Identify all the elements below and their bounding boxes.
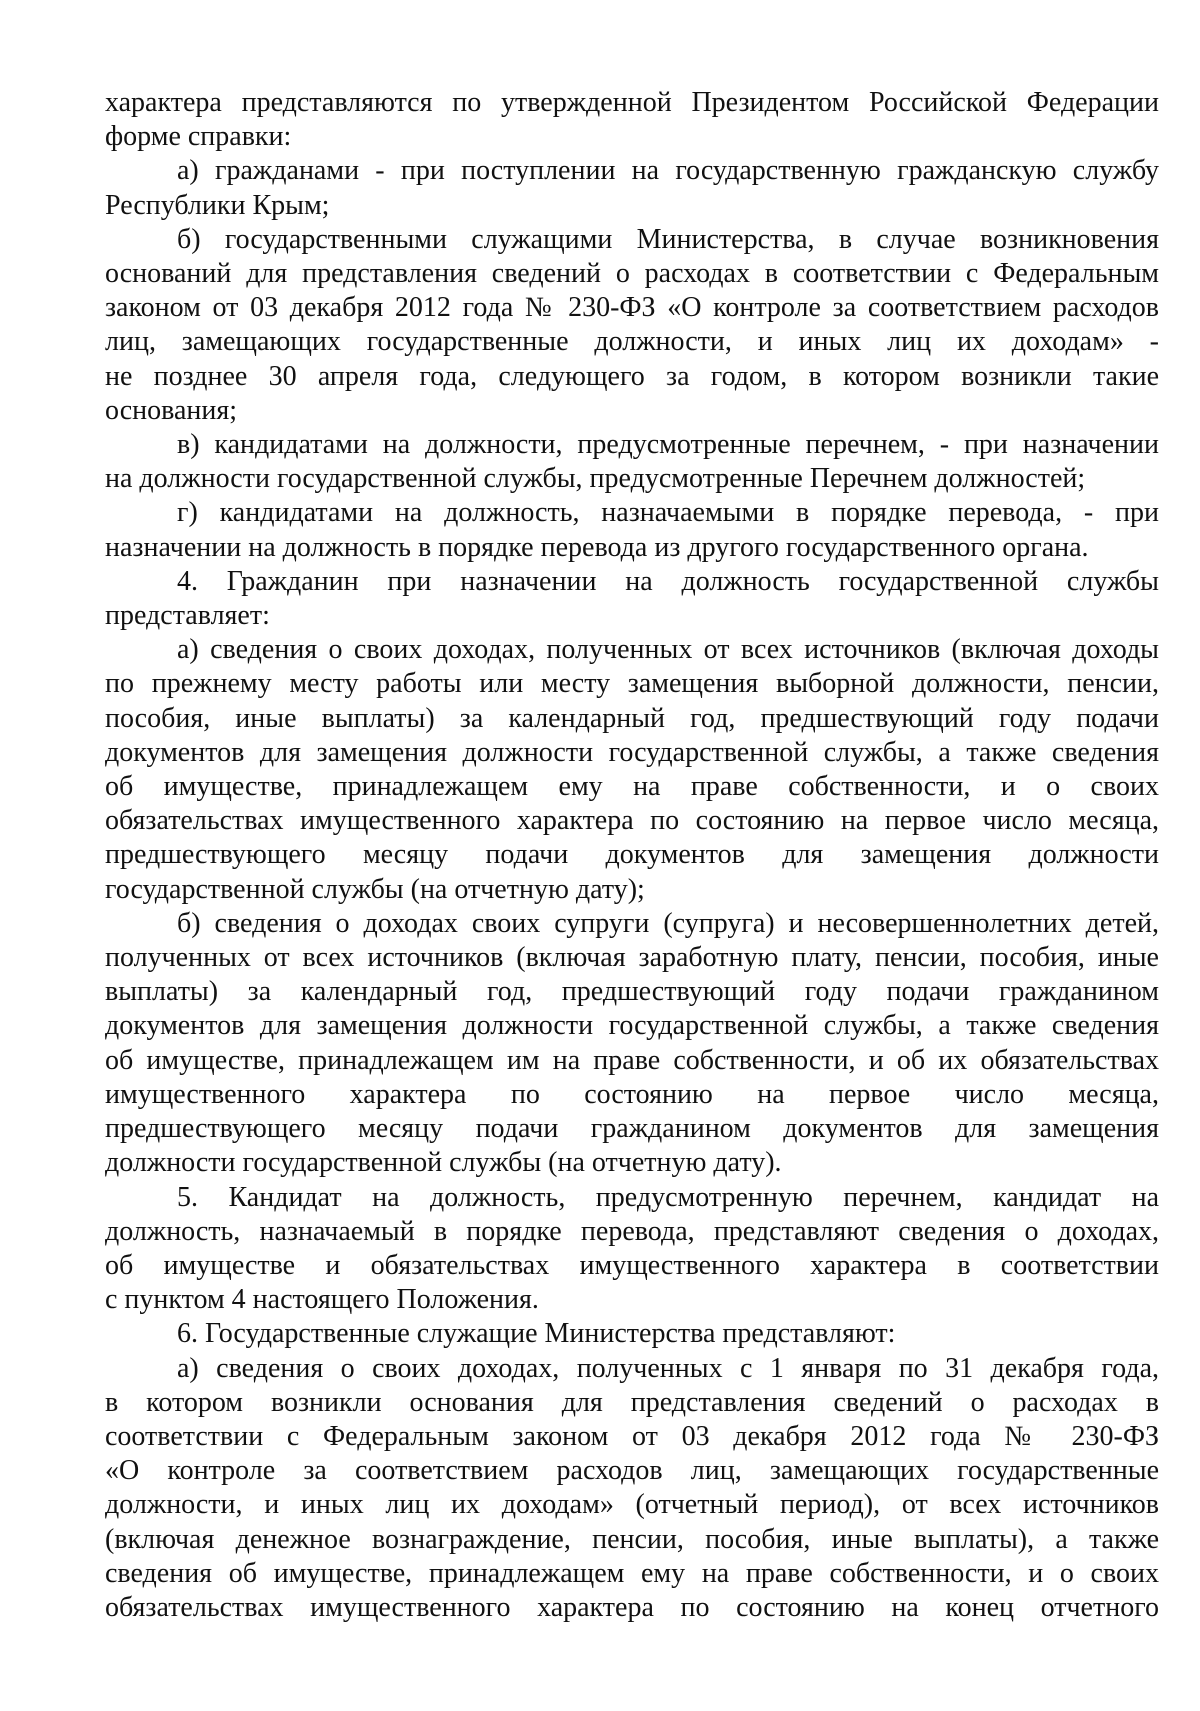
document-text-line: государственной службы (на отчетную дату); xyxy=(105,873,645,905)
document-text-line: выплаты) за календарный год, предшествующий году подачи гражданином xyxy=(105,976,1159,1008)
document-text-line: 6. Государственные служащие Министерства представляют: xyxy=(177,1318,896,1350)
document-text-line: а) гражданами - при поступлении на государственную гражданскую службу xyxy=(177,155,1159,187)
document-text-line: должности государственной службы (на отчетную дату). xyxy=(105,1147,782,1179)
document-text-line: полученных от всех источников (включая заработную плату, пенсии, пособия, иные xyxy=(105,942,1159,974)
document-text-line: документов для замещения должности государственной службы, а также сведения xyxy=(105,1010,1159,1042)
document-text-line: оснований для представления сведений о расходах в соответствии с Федеральным xyxy=(105,258,1159,290)
document-text-line: законом от 03 декабря 2012 года № 230-ФЗ «О контроле за соответствием расходов xyxy=(105,292,1159,324)
document-text-line: предшествующего месяцу подачи документов для замещения должности xyxy=(105,839,1159,871)
document-text-line: а) сведения о своих доходах, полученных с 1 января по 31 декабря года, xyxy=(177,1352,1159,1384)
document-text-line: форме справки: xyxy=(105,121,292,153)
document-text-line: не позднее 30 апреля года, следующего за годом, в котором возникли такие xyxy=(105,360,1159,392)
document-text-line: основания; xyxy=(105,394,238,426)
document-text-line: должности, и иных лиц их доходам» (отчетный период), от всех источников xyxy=(105,1489,1159,1521)
document-page xyxy=(105,86,1159,1625)
document-text-line: лиц, замещающих государственные должности, и иных лиц их доходам» - xyxy=(105,326,1159,358)
document-text-line: сведения об имуществе, принадлежащем ему на праве собственности, и о своих xyxy=(105,1557,1159,1589)
document-text-line: г) кандидатами на должность, назначаемыми в порядке перевода, - при xyxy=(177,497,1159,529)
document-text-line: имущественного характера по состоянию на первое число месяца, xyxy=(105,1078,1159,1110)
document-text-line: пособия, иные выплаты) за календарный год, предшествующий году подачи xyxy=(105,702,1159,734)
document-text-line: должность, назначаемый в порядке перевода, представляют сведения о доходах, xyxy=(105,1215,1159,1247)
document-text-line: 4. Гражданин при назначении на должность государственной службы xyxy=(177,565,1159,597)
document-text-line: б) государственными служащими Министерства, в случае возникновения xyxy=(177,223,1159,255)
document-text-line: по прежнему месту работы или месту замещения выборной должности, пенсии, xyxy=(105,668,1159,700)
document-text-line: характера представляются по утвержденной Президентом Российской Федерации xyxy=(105,87,1159,118)
document-text-line: с пунктом 4 настоящего Положения. xyxy=(105,1284,539,1316)
document-text-line: Республики Крым; xyxy=(105,189,330,221)
document-text-line: соответствии с Федеральным законом от 03 декабря 2012 года № 230-ФЗ xyxy=(105,1420,1159,1452)
document-text-line: об имуществе, принадлежащем им на праве собственности, и об их обязательствах xyxy=(105,1044,1159,1076)
document-text-line: об имуществе, принадлежащем ему на праве собственности, и о своих xyxy=(105,771,1159,803)
document-text-line: назначении на должность в порядке перевода из другого государственного органа. xyxy=(105,531,1089,563)
document-text-line: а) сведения о своих доходах, полученных от всех источников (включая доходы xyxy=(177,634,1159,666)
document-text-line: в) кандидатами на должности, предусмотренные перечнем, - при назначении xyxy=(177,429,1159,461)
document-text-line: б) сведения о доходах своих супруги (супруга) и несовершеннолетних детей, xyxy=(177,907,1159,939)
document-text-line: (включая денежное вознаграждение, пенсии, пособия, иные выплаты), а также xyxy=(105,1523,1159,1555)
document-text-line: обязательствах имущественного характера по состоянию на конец отчетного xyxy=(105,1591,1159,1623)
document-text-line: об имуществе и обязательствах имущественного характера в соответствии xyxy=(105,1249,1159,1281)
document-text-line: предшествующего месяцу подачи гражданином документов для замещения xyxy=(105,1113,1159,1145)
document-text-line: «О контроле за соответствием расходов лиц, замещающих государственные xyxy=(105,1455,1159,1487)
document-text-line: в котором возникли основания для представления сведений о расходах в xyxy=(105,1386,1159,1418)
document-text-line: документов для замещения должности государственной службы, а также сведения xyxy=(105,736,1159,768)
document-text-line: на должности государственной службы, предусмотренные Перечнем должностей; xyxy=(105,463,1086,495)
document-text-line: обязательствах имущественного характера по состоянию на первое число месяца, xyxy=(105,805,1159,837)
document-text-line: 5. Кандидат на должность, предусмотренную перечнем, кандидат на xyxy=(177,1181,1159,1213)
document-text-line: представляет: xyxy=(105,600,270,632)
